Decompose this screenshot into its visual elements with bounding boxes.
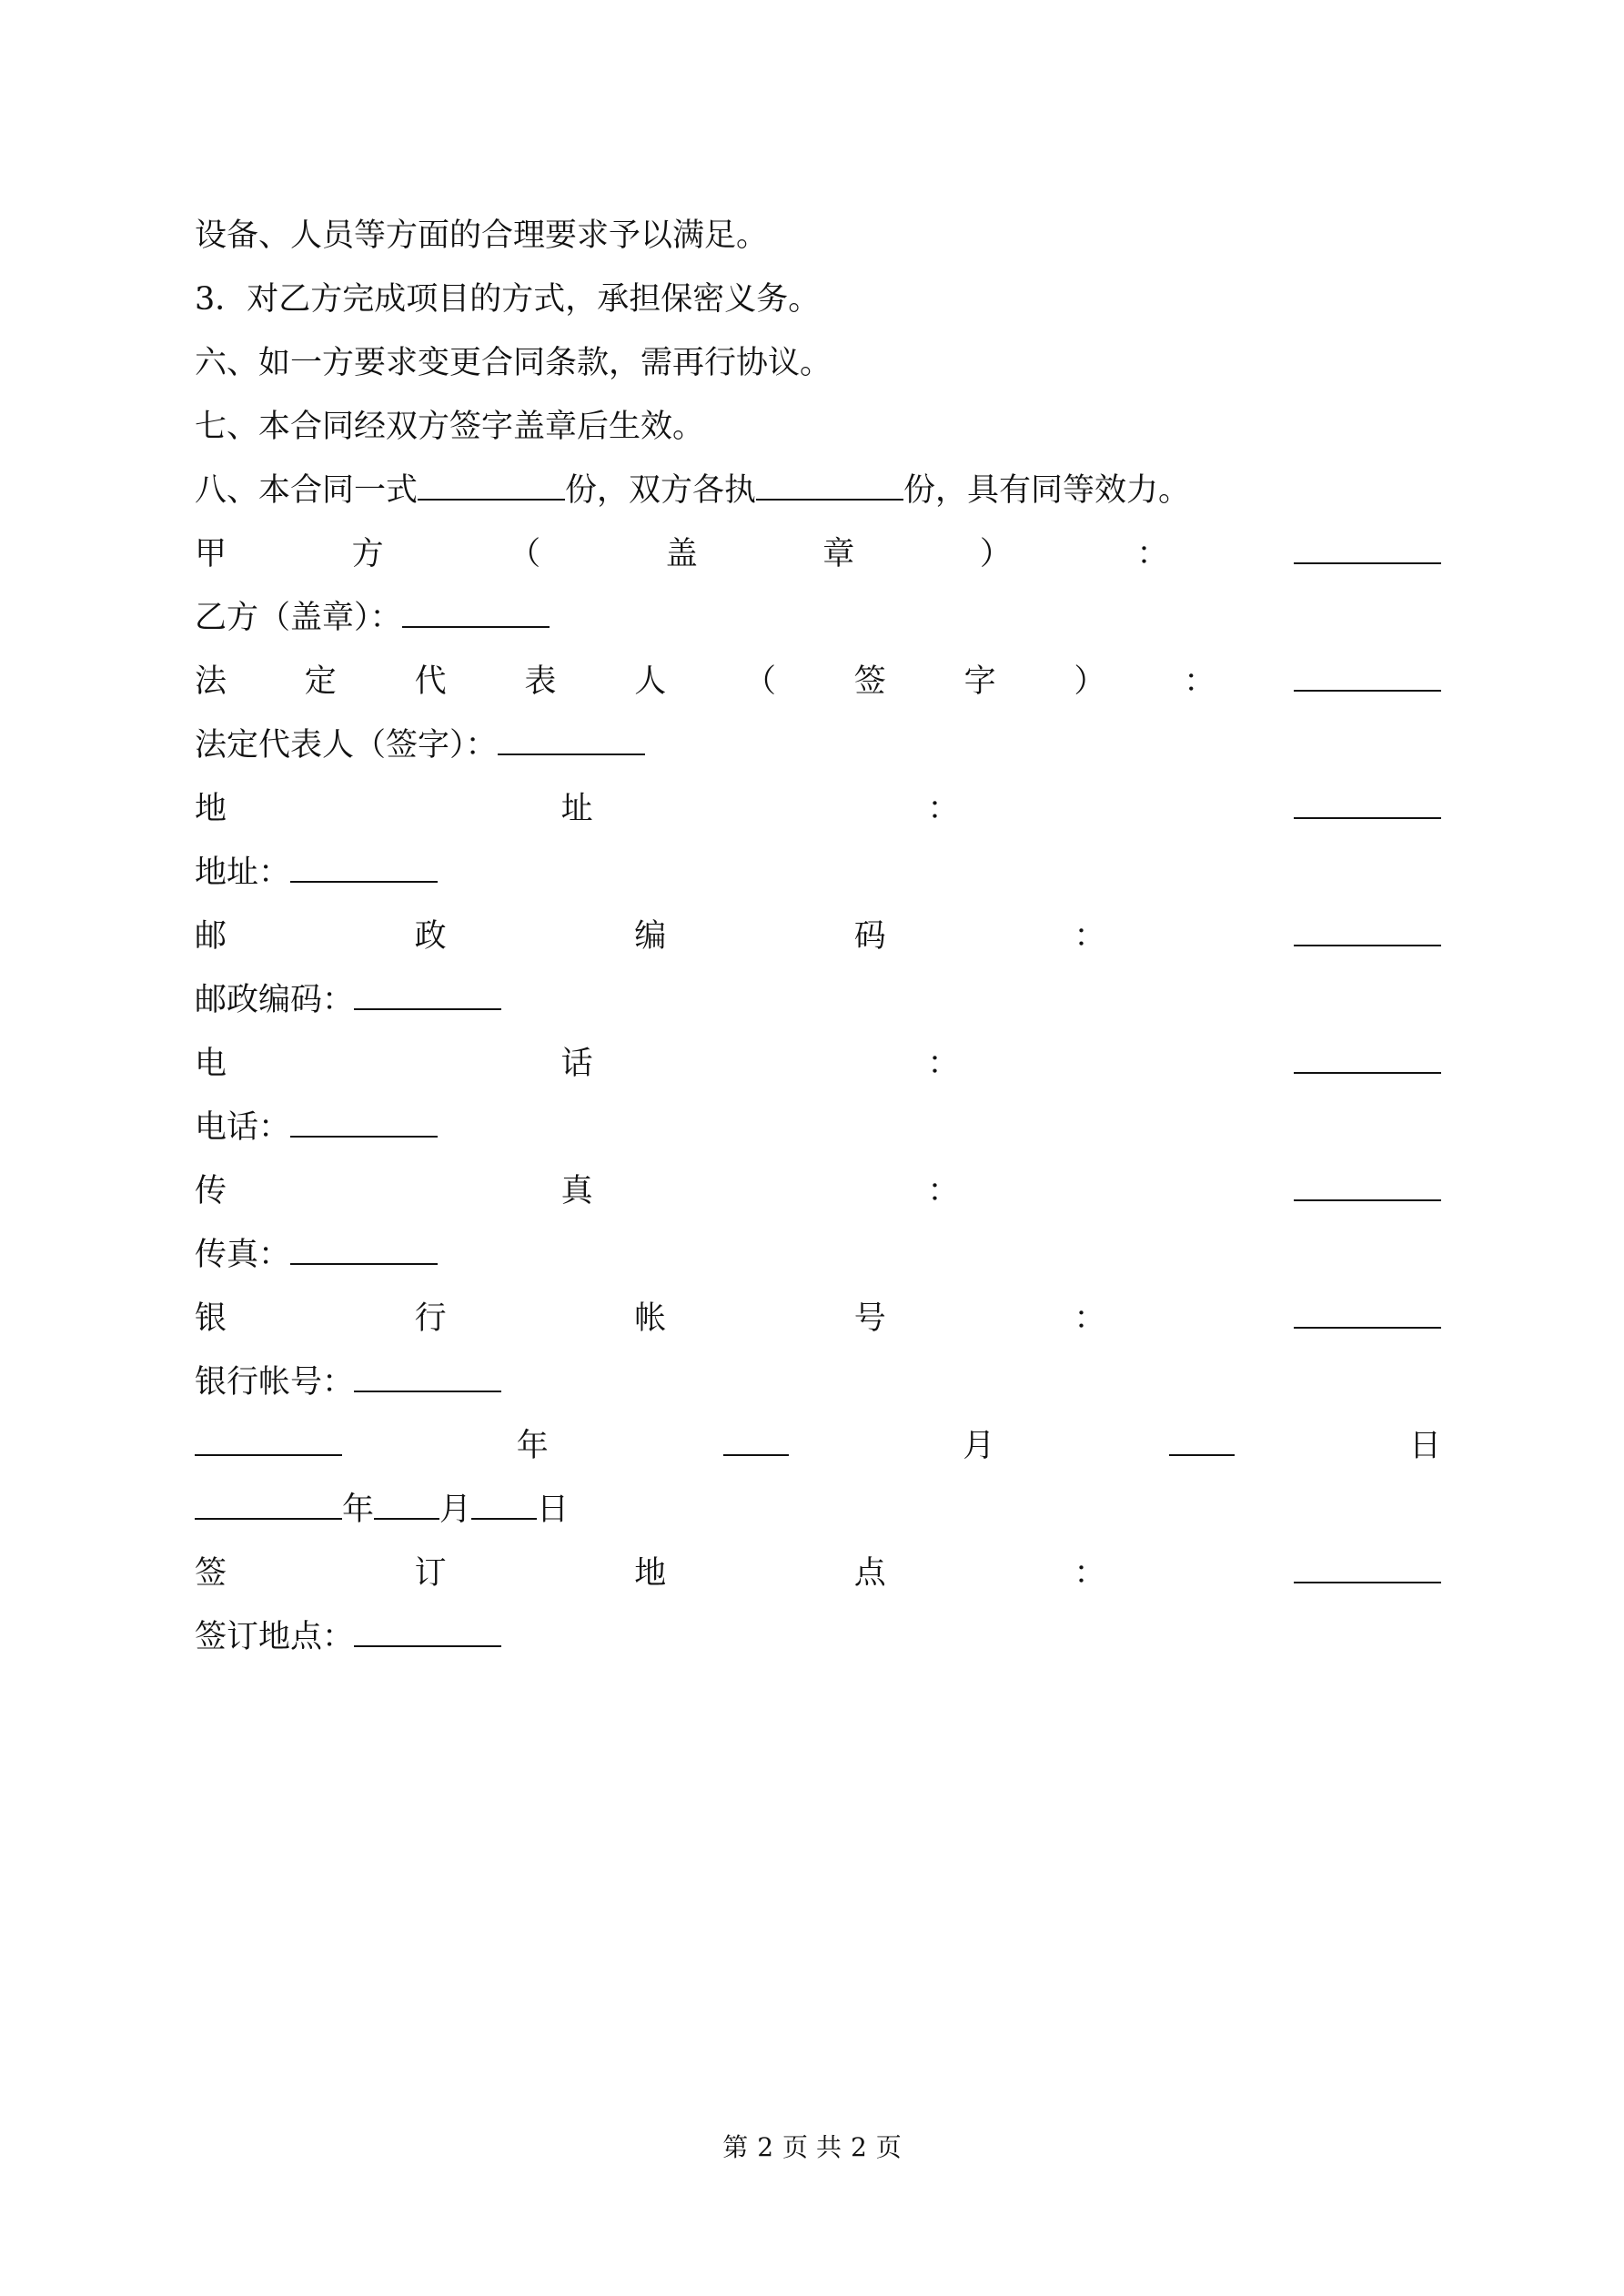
spread-char: ） xyxy=(979,536,1012,572)
party-b-stamp-blank xyxy=(402,597,550,628)
year-b-blank xyxy=(195,1489,342,1520)
spread-char: 盖 xyxy=(665,536,698,572)
spread-char: 帐 xyxy=(634,1300,667,1337)
spread-char: 法 xyxy=(195,663,227,700)
spread-char: 地 xyxy=(195,791,227,827)
party-b-stamp-row xyxy=(195,591,1441,645)
bank-b-row xyxy=(195,1355,1441,1410)
spread-char: 号 xyxy=(853,1300,886,1337)
party-a-stamp-row xyxy=(195,527,1441,582)
postcode-b-label: 邮政编码： xyxy=(195,982,355,1018)
month-a-blank xyxy=(723,1425,789,1456)
legal-rep-a-blank xyxy=(1294,661,1441,692)
phone-b-row xyxy=(195,1100,1441,1155)
phone-b-blank xyxy=(290,1107,438,1138)
spread-char: ： xyxy=(1074,1555,1106,1592)
copies-each-blank xyxy=(756,470,903,501)
legal-rep-b-label: 法定代表人（签字）： xyxy=(195,727,498,764)
address-a-row xyxy=(195,782,1441,836)
spread-char: 址 xyxy=(560,791,593,827)
sign-place-a-row xyxy=(195,1546,1441,1601)
spread-char: 真 xyxy=(560,1173,593,1209)
spread-char: ： xyxy=(1136,536,1169,572)
spread-char: 方 xyxy=(351,536,384,572)
clause-eight xyxy=(195,463,1441,518)
spread-char: 人 xyxy=(634,663,667,700)
date-a-row xyxy=(195,1419,1441,1473)
year-b-label: 年 xyxy=(342,1492,375,1528)
year-a-blank xyxy=(195,1425,342,1456)
spread-char: ： xyxy=(927,1046,960,1082)
spread-char: ： xyxy=(927,1173,960,1209)
address-b-label: 地址： xyxy=(195,855,291,891)
spread-char: 定 xyxy=(304,663,337,700)
clause-seven: 七、本合同经双方签字盖章后生效。 xyxy=(195,409,705,445)
spread-char: 签 xyxy=(195,1555,227,1592)
spread-char: 章 xyxy=(822,536,855,572)
sign-place-a-blank xyxy=(1294,1553,1441,1583)
postcode-a-blank xyxy=(1294,915,1441,946)
spread-char: 码 xyxy=(853,918,886,955)
bank-b-blank xyxy=(354,1361,501,1392)
spread-char: 传 xyxy=(195,1173,227,1209)
party-a-stamp-blank xyxy=(1294,533,1441,564)
sign-place-b-label: 签订地点： xyxy=(195,1619,355,1655)
postcode-a-row xyxy=(195,909,1441,964)
spread-char: 银 xyxy=(195,1300,227,1337)
postcode-b-row xyxy=(195,973,1441,1027)
footer-suffix: 页 xyxy=(875,2132,902,2162)
spread-char: 政 xyxy=(414,918,447,955)
month-b-label: 月 xyxy=(439,1492,472,1528)
party-b-stamp-label: 乙方（盖章）： xyxy=(195,600,402,636)
clause-line-1: 设备、人员等方面的合理要求予以满足。 xyxy=(195,217,769,254)
spread-char: 地 xyxy=(634,1555,667,1592)
spread-char: 订 xyxy=(414,1555,447,1592)
spread-char: 电 xyxy=(195,1046,227,1082)
address-b-row xyxy=(195,845,1441,900)
year-a-label: 年 xyxy=(516,1428,549,1464)
clause-six: 六、如一方要求变更合同条款，需再行协议。 xyxy=(195,345,832,381)
spread-char: 甲 xyxy=(195,536,227,572)
day-b-blank xyxy=(471,1489,537,1520)
legal-rep-b-blank xyxy=(498,724,645,755)
clause-eight-text-1: 八、本合同一式 xyxy=(195,472,419,509)
address-a-blank xyxy=(1294,788,1441,819)
clause-eight-text-2: 份，双方各执 xyxy=(565,472,757,509)
address-b-blank xyxy=(290,852,438,883)
spread-char: （ xyxy=(509,536,541,572)
spread-char: ： xyxy=(927,791,960,827)
fax-a-row xyxy=(195,1164,1441,1219)
phone-a-row xyxy=(195,1037,1441,1091)
spread-char: 代 xyxy=(414,663,447,700)
footer-middle: 页 共 xyxy=(782,2132,842,2162)
bank-a-row xyxy=(195,1291,1441,1346)
spread-char: ： xyxy=(1074,918,1106,955)
spread-char: ） xyxy=(1074,663,1106,700)
fax-b-row xyxy=(195,1228,1441,1282)
spread-char: 签 xyxy=(853,663,886,700)
legal-rep-b-row xyxy=(195,718,1441,773)
spread-char: 话 xyxy=(560,1046,593,1082)
fax-b-label: 传真： xyxy=(195,1237,291,1273)
month-a-label: 月 xyxy=(963,1428,995,1464)
spread-char: 行 xyxy=(414,1300,447,1337)
sign-place-b-row xyxy=(195,1610,1441,1664)
day-a-blank xyxy=(1169,1425,1235,1456)
day-b-label: 日 xyxy=(537,1492,570,1528)
spread-char: 字 xyxy=(963,663,996,700)
bank-a-blank xyxy=(1294,1298,1441,1329)
spread-char: 表 xyxy=(524,663,557,700)
sign-place-b-blank xyxy=(354,1616,501,1647)
spread-char: 点 xyxy=(853,1555,886,1592)
legal-rep-a-row xyxy=(195,654,1441,709)
spread-char: ： xyxy=(1184,663,1216,700)
spread-char: ： xyxy=(1074,1300,1106,1337)
phone-a-blank xyxy=(1294,1043,1441,1074)
page-footer xyxy=(0,2129,1624,2166)
spread-char: 编 xyxy=(634,918,667,955)
phone-b-label: 电话： xyxy=(195,1109,291,1146)
month-b-blank xyxy=(374,1489,439,1520)
clause-eight-text-3: 份，具有同等效力。 xyxy=(903,472,1191,509)
day-a-label: 日 xyxy=(1408,1428,1441,1464)
postcode-b-blank xyxy=(354,979,501,1010)
current-page-number: 2 xyxy=(757,2132,774,2162)
copies-total-blank xyxy=(418,470,565,501)
fax-b-blank xyxy=(290,1234,438,1265)
spread-char: （ xyxy=(743,663,776,700)
bank-b-label: 银行帐号： xyxy=(195,1364,355,1401)
clause-line-2: 3．对乙方完成项目的方式，承担保密义务。 xyxy=(195,281,821,318)
footer-prefix: 第 xyxy=(722,2132,749,2162)
date-b-row xyxy=(195,1482,1441,1537)
spread-char: 邮 xyxy=(195,918,227,955)
fax-a-blank xyxy=(1294,1170,1441,1201)
total-page-number: 2 xyxy=(850,2132,867,2162)
